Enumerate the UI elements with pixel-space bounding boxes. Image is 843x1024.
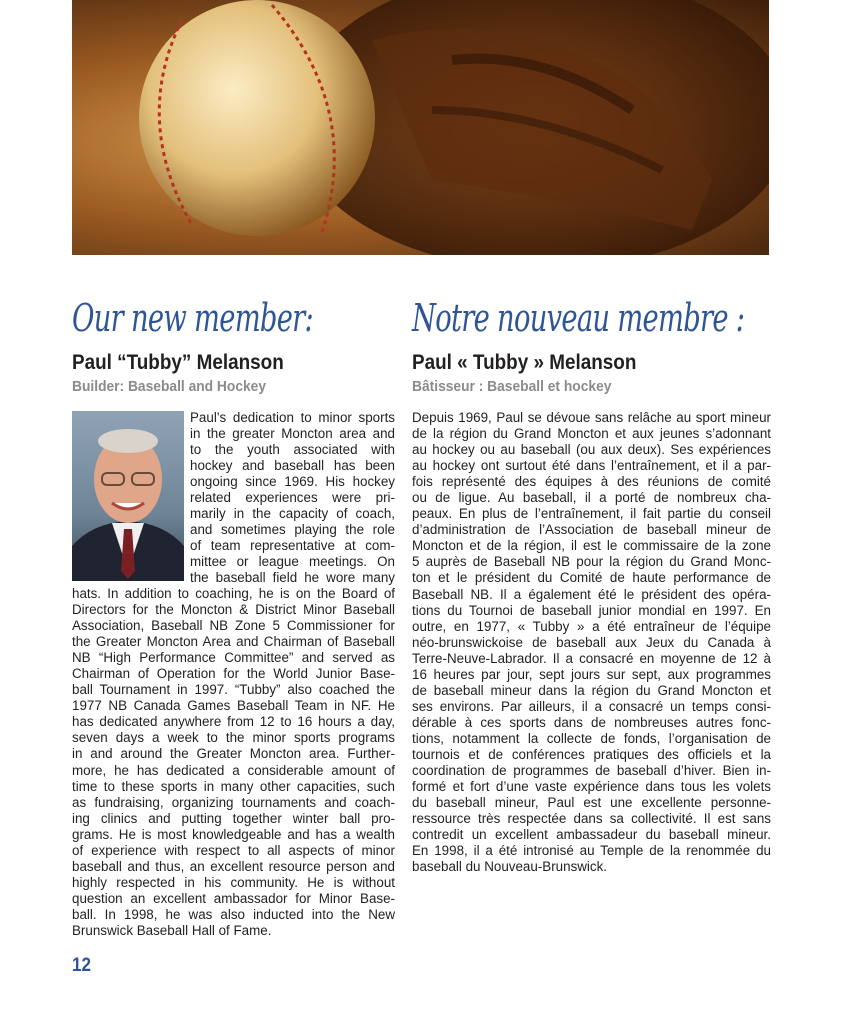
french-body-line: dérable à ces sports dans de nombreuses autres fonc- xyxy=(412,714,771,730)
english-body-line: Directors for the Moncton & District Minor Baseball xyxy=(72,602,395,618)
french-body-line: formé et fort d’une vaste expérience dans tous les volets xyxy=(412,779,771,795)
page-number: 12 xyxy=(72,955,92,976)
french-body-line: néo-brunswickoise de baseball aux Jeux du Canada à xyxy=(412,634,771,650)
french-body-line: ses environs. Par ailleurs, il a consacré un temps consi- xyxy=(412,698,771,714)
english-wrap-line: Paul’s dedication to minor sports xyxy=(190,410,395,425)
english-body-line: 1977 NB Canada Games Baseball Team in NF. He xyxy=(72,698,395,714)
english-body-line: Chairman of Operation for the World Junior Base- xyxy=(72,666,395,682)
baseball-glove-illustration xyxy=(72,0,769,255)
french-name: Paul « Tubby » Melanson xyxy=(412,351,637,374)
french-body-line: ou de ligue. Au baseball, il a porté de nombreux cha- xyxy=(412,490,771,506)
english-wrap-line: the baseball field he wore many xyxy=(190,570,395,586)
french-heading: Notre nouveau membre : xyxy=(412,296,745,340)
english-body-line: hats. In addition to coaching, he is on the Board of xyxy=(72,586,395,601)
english-body-line: question an excellent ambassador for Minor Base- xyxy=(72,890,395,906)
french-body-line: baseball du Nouveau-Brunswick. xyxy=(412,859,608,875)
english-wrap-line: ongoing since 1969. His hockey xyxy=(190,474,395,490)
english-body-line: baseball and thus, an excellent resource person and xyxy=(72,858,395,874)
french-body-line: coordination de programmes de baseball d’hiver. Bien in- xyxy=(412,763,771,779)
french-body-line: au hockey ou au baseball (ou aux deux). Ses expériences xyxy=(412,442,771,458)
french-body-line: d’administration de l’Association de baseball mineur de xyxy=(412,522,771,538)
english-body-line: ball. In 1998, he was also inducted into the New xyxy=(72,906,395,922)
french-body-line: ton et le président du Comité de haute performance de xyxy=(412,570,771,586)
french-body-text xyxy=(412,410,771,875)
english-wrap-line: hockey and baseball has been xyxy=(190,458,395,474)
english-body-line: seven days a week to the minor sports programs xyxy=(72,730,395,746)
english-wrap-line: of team representative at com- xyxy=(190,538,395,554)
english-body-line: of experience with respect to all aspects of minor xyxy=(72,842,395,858)
french-body-line: au hockey ont surtout été dans l’entraînement, et il a par- xyxy=(412,458,771,474)
english-wrap-line: to the youth associated with xyxy=(190,442,395,458)
english-body-line: has dedicated anywhere from 12 to 16 hours a day, xyxy=(72,714,395,730)
english-body-line: ing clinics and putting together winter ball pro- xyxy=(72,810,395,826)
french-body-line: tions du Tournoi de baseball junior mondial en 1997. En xyxy=(412,602,771,618)
french-body-line: peaux. En plus de l’entraînement, il fait partie du conseil xyxy=(412,506,771,522)
english-wrap-line: mittee or league meetings. On xyxy=(190,554,395,570)
french-body-line: Moncton et de la région, il est le commissaire de la zone xyxy=(412,538,771,554)
english-body-line: grams. He is most knowledgeable and has a wealth xyxy=(72,826,395,842)
hero-baseball-image xyxy=(72,0,769,255)
english-body-line: as fundraising, organizing tournaments and coach- xyxy=(72,794,395,810)
english-wrap-text xyxy=(190,410,395,587)
english-body-line: Association, Baseball NB Zone 5 Commissioner for xyxy=(72,618,395,634)
french-body-line: fois représenté des équipes à des réunions de comité xyxy=(412,474,771,490)
english-wrap-line: in the greater Moncton area and xyxy=(190,426,395,442)
french-body-line: de la région du Grand Moncton et aux jeunes s’adonnant xyxy=(412,426,771,442)
french-role: Bâtisseur : Baseball et hockey xyxy=(412,378,612,395)
french-body-line: Terre-Neuve-Labrador. Il a consacré en moyenne de 12 à xyxy=(412,650,771,666)
french-body-line: En 1998, il a été intronisé au Temple de la renommée du xyxy=(412,843,771,859)
french-body-line: 5 auprès de Baseball NB pour la région du Grand Monc- xyxy=(412,554,771,570)
french-body-line: contredit un excellent ambassadeur du baseball mineur. xyxy=(412,827,771,843)
french-body-line: de baseball mineur dans la région du Grand Moncton et xyxy=(412,682,771,698)
french-body-line: 16 heures par jour, sept jours sur sept, aux programmes xyxy=(412,666,771,682)
french-body-line: outre, en 1977, « Tubby » a été entraîneur de l’équipe xyxy=(412,618,771,634)
english-wrap-line: marily in the capacity of coach, xyxy=(190,506,395,522)
english-body-line: time to these sports in many other capacities, such xyxy=(72,778,395,794)
english-role: Builder: Baseball and Hockey xyxy=(72,378,267,395)
portrait-photo xyxy=(72,411,184,581)
french-body-line: tournois et de conférences pratiques des officiels et la xyxy=(412,746,771,762)
english-wrap-line: and sometimes playing the role xyxy=(190,522,395,538)
english-name: Paul “Tubby” Melanson xyxy=(72,351,284,374)
english-body-line: Brunswick Baseball Hall of Fame. xyxy=(72,922,272,938)
english-body-line: the Greater Moncton Area and Chairman of Baseball xyxy=(72,634,395,650)
french-body-line: ressource très respectée dans sa collectivité. Il est sans xyxy=(412,811,771,827)
portrait-illustration xyxy=(72,411,184,581)
english-body-line: ball Tournament in 1997. “Tubby” also coached the xyxy=(72,682,395,698)
french-body-line: du baseball mineur, Paul est une excellente personne- xyxy=(412,795,771,811)
english-body-text xyxy=(72,586,395,939)
english-wrap-line: related experiences were pri- xyxy=(190,490,395,506)
french-body-line: Depuis 1969, Paul se dévoue sans relâche au sport mineur xyxy=(412,410,771,425)
french-body-line: Baseball NB. Il a également été le président des opéra- xyxy=(412,586,771,602)
english-body-line: more, he has dedicated a considerable amount of xyxy=(72,762,395,778)
english-body-line: highly respected in his community. He is without xyxy=(72,874,395,890)
english-heading: Our new member: xyxy=(72,296,314,340)
french-body-line: tions, notamment la collecte de fonds, l’organisation de xyxy=(412,730,771,746)
english-body-line: NB “High Performance Committee” and served as xyxy=(72,650,395,666)
english-body-line: in and around the Greater Moncton area. Further- xyxy=(72,746,395,762)
